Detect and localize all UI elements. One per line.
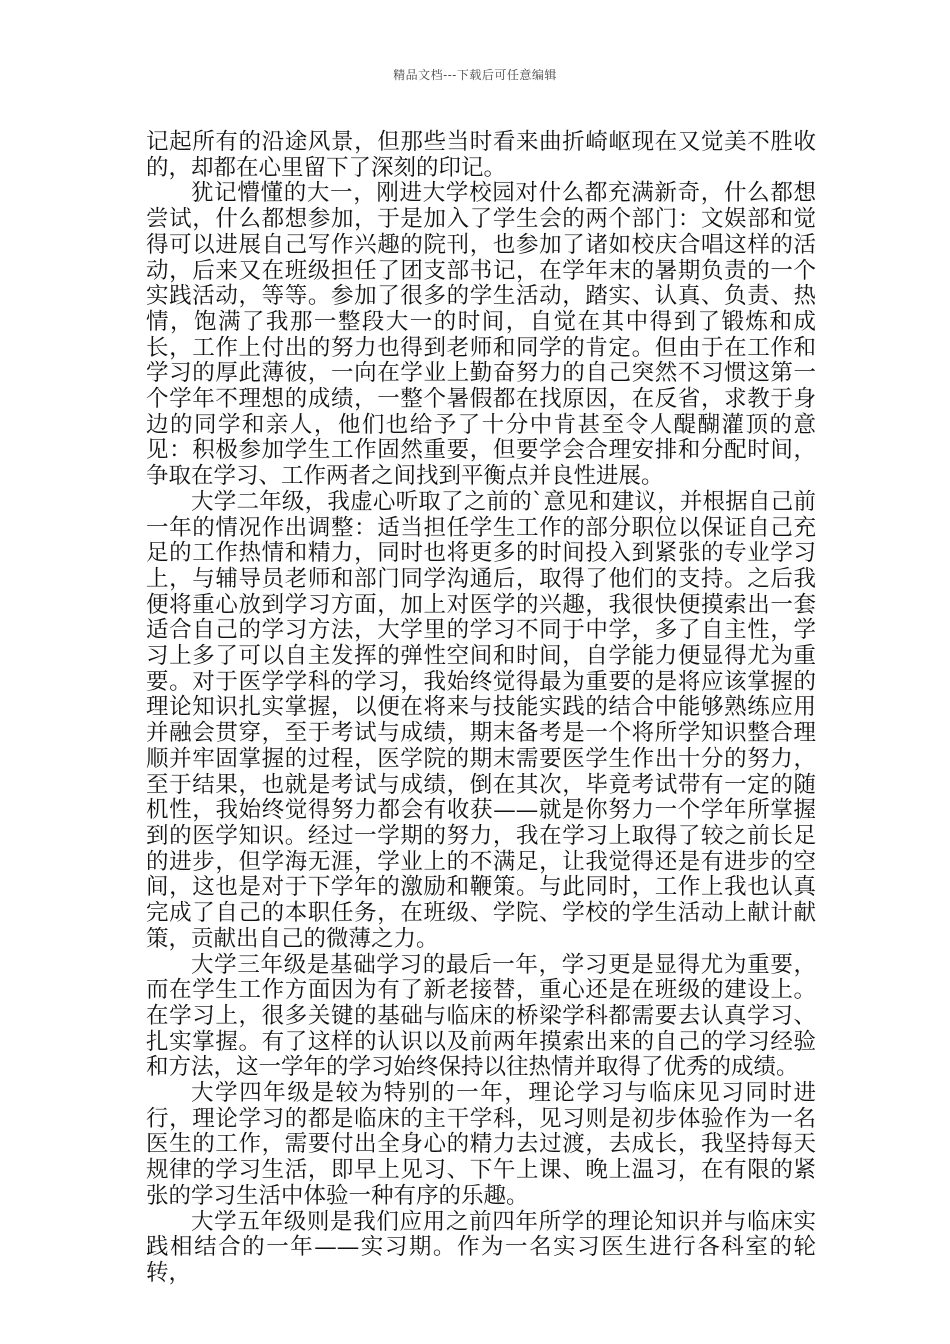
page-header: 精品文档---下载后可任意编辑: [393, 68, 557, 82]
paragraph-third-year: 大学三年级是基础学习的最后一年，学习更是显得尤为重要，而在学生工作方面因为有了新老接替，重心还是在班级的建设上。在学习上，很多关键的基础与临床的桥梁学科都需要去认真学习、扎实掌握。有了这样的认识以及前两年摸索出来的自己的学习经验和方法，这一学年的学习始终保持以往热情并取得了优秀的成绩。: [146, 951, 816, 1081]
body-text: [146, 130, 816, 1287]
paragraph-fifth-year: 大学五年级则是我们应用之前四年所学的理论知识并与临床实践相结合的一年——实习期。作为一名实习医生进行各科室的轮转，: [146, 1208, 816, 1286]
paragraph-fourth-year: 大学四年级是较为特别的一年，理论学习与临床见习同时进行，理论学习的都是临床的主干学科，见习则是初步体验作为一名医生的工作，需要付出全身心的精力去过渡，去成长，我坚持每天规律的学习生活，即早上见习、下午上课、晚上温习，在有限的紧张的学习生活中体验一种有序的乐趣。: [146, 1080, 816, 1209]
paragraph-second-year: 大学二年级，我虚心听取了之前的`意见和建议，并根据自己前一年的情况作出调整：适当担任学生工作的部分职位以保证自己充足的工作热情和精力，同时也将更多的时间投入到紧张的专业学习上，与辅导员老师和部门同学沟通后，取得了他们的支持。之后我便将重心放到学习方面，加上对医学的兴趣，我很快便摸索出一套适合自己的学习方法，大学里的学习不同于中学，多了自主性，学习上多了可以自主发挥的弹性空间和时间，自学能力便显得尤为重要。对于医学学科的学习，我始终觉得最为重要的是将应该掌握的理论知识扎实掌握，以便在将来与技能实践的结合中能够熟练应用并融会贯穿，至于考试与成绩，期末备考是一个将所学知识整合理顺并牢固掌握的过程，医学院的期末需要医学生作出十分的努力，至于结果，也就是考试与成绩，倒在其次，毕竟考试带有一定的随机性，我始终觉得努力都会有收获——就是你努力一个学年所掌握到的医学知识。经过一学期的努力，我在学习上取得了较之前长足的进步，但学海无涯，学业上的不满足，让我觉得还是有进步的空间，这也是对于下学年的激励和鞭策。与此同时，工作上我也认真完成了自己的本职任务，在班级、学院、学校的学生活动上献计献策，贡献出自己的微薄之力。: [146, 488, 816, 952]
paragraph-continuation: 记起所有的沿途风景，但那些当时看来曲折崎岖现在又觉美不胜收的，却都在心里留下了深刻的印记。: [146, 129, 816, 181]
paragraph-first-year: 犹记懵懂的大一，刚进大学校园对什么都充满新奇，什么都想尝试，什么都想参加，于是加入了学生会的两个部门：文娱部和觉得可以进展自己写作兴趣的院刊，也参加了诸如校庆合唱这样的活动，后来又在班级担任了团支部书记，在学年末的暑期负责的一个实践活动，等等。参加了很多的学生活动，踏实、认真、负责、热情，饱满了我那一整段大一的时间，自觉在其中得到了锻炼和成长，工作上付出的努力也得到老师和同学的肯定。但由于在工作和学习的厚此薄彼，一向在学业上勤奋努力的自己突然不习惯这第一个学年不理想的成绩，一整个暑假都在找原因，在反省，求教于身边的同学和亲人，他们也给予了十分中肯甚至令人醍醐灌顶的意见：积极参加学生工作固然重要，但要学会合理安排和分配时间，争取在学习、工作两者之间找到平衡点并良性进展。: [146, 180, 816, 490]
